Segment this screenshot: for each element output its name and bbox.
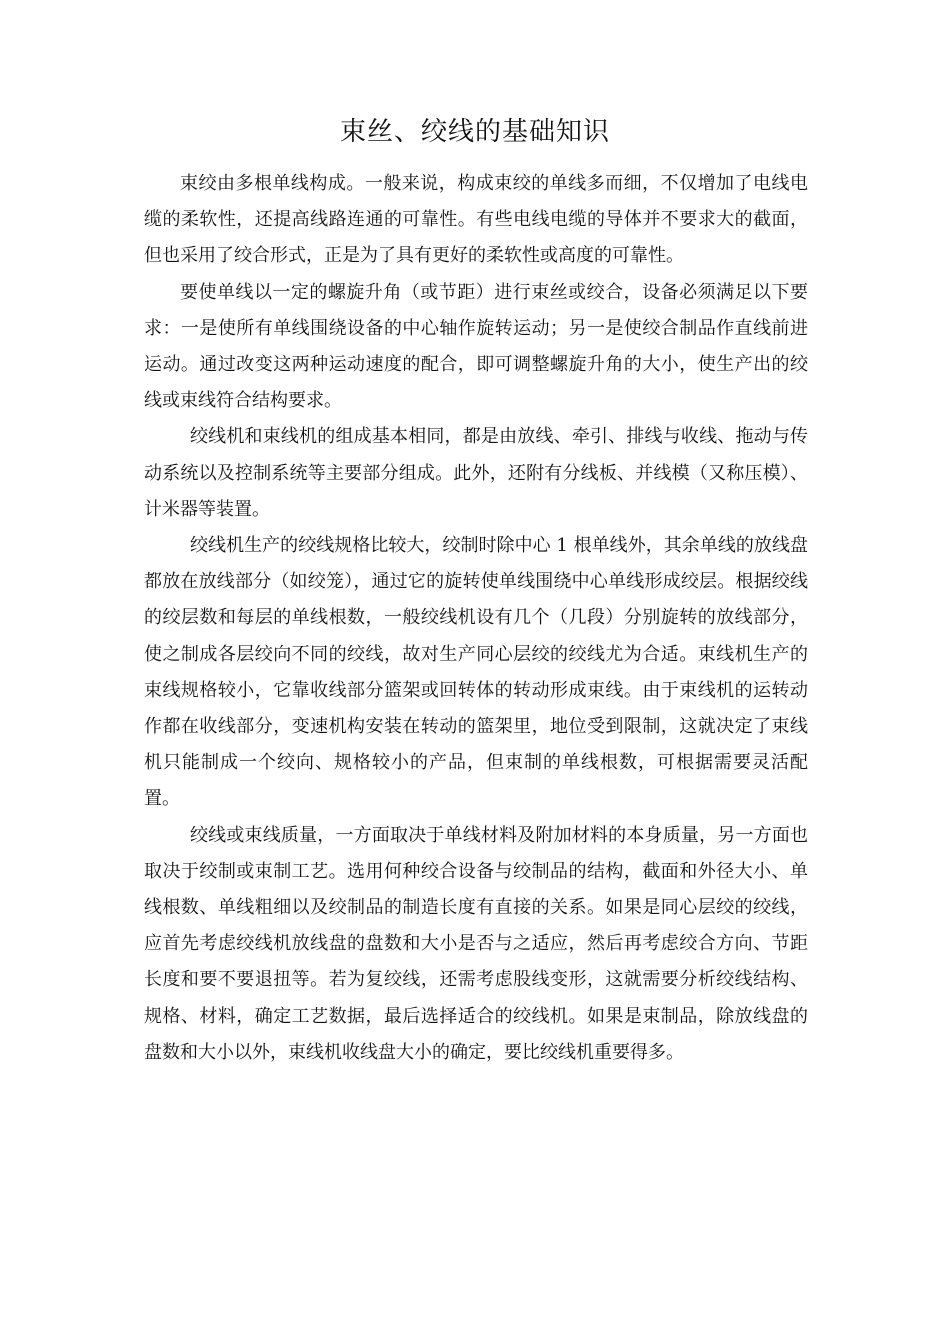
paragraph-1: 束绞由多根单线构成。一般来说，构成束绞的单线多而细，不仅增加了电线电缆的柔软性，还提高线路连通的可靠性。有些电线电缆的导体并不要求大的截面，但也采用了绞合形式，正是为了具有更好的柔软性或高度的可靠性。 xyxy=(144,173,808,267)
paragraph-4: 绞线机生产的绞线规格比较大，绞制时除中心 1 根单线外，其余单线的放线盘都放在放线部分（如绞笼），通过它的旋转使单线围绕中心单线形成绞层。根据绞线的绞层数和每层的单线根数，一般绞线机设有几个（几段）分别旋转的放线部分，使之制成各层绞向不同的绞线，故对生产同心层绞的绞线尤为合适。束线机生产的束线规格较小，它靠收线部分篮架或回转体的转动形成束线。由于束线机的运转动作都在收线部分，变速机构安装在转动的篮架里，地位受到限制，这就决定了束线机只能制成一个绞向、规格较小的产品，但束制的单线根数，可根据需要灵活配置。 xyxy=(144,535,808,810)
paragraph-2: 要使单线以一定的螺旋升角（或节距）进行束丝或绞合，设备必须满足以下要求：一是使所有单线围绕设备的中心轴作旋转运动；另一是使绞合制品作直线前进运动。通过改变这两种运动速度的配合，即可调整螺旋升角的大小，使生产出的绞线或束线符合结构要求。 xyxy=(144,281,808,412)
document-body xyxy=(144,166,808,1071)
paragraph-5: 绞线或束线质量，一方面取决于单线材料及附加材料的本身质量，另一方面也取决于绞制或束制工艺。选用何种绞合设备与绞制品的结构，截面和外径大小、单线根数、单线粗细以及绞制品的制造长度有直接的关系。如果是同心层绞的绞线，应首先考虑绞线机放线盘的盘数和大小是否与之适应，然后再考虑绞合方向、节距长度和要不要退扭等。若为复绞线，还需考虑股线变形，这就需要分析绞线结构、规格、材料，确定工艺数据，最后选择适合的绞线机。如果是束制品，除放线盘的盘数和大小以外，束线机收线盘大小的确定，要比绞线机重要得多。 xyxy=(144,824,808,1063)
document-title: 束丝、绞线的基础知识 xyxy=(339,117,610,147)
paragraph-3: 绞线机和束线机的组成基本相同，都是由放线、牵引、排线与收线、拖动与传动系统以及控制系统等主要部分组成。此外，还附有分线板、并线模（又称压模）、计米器等装置。 xyxy=(144,426,808,520)
